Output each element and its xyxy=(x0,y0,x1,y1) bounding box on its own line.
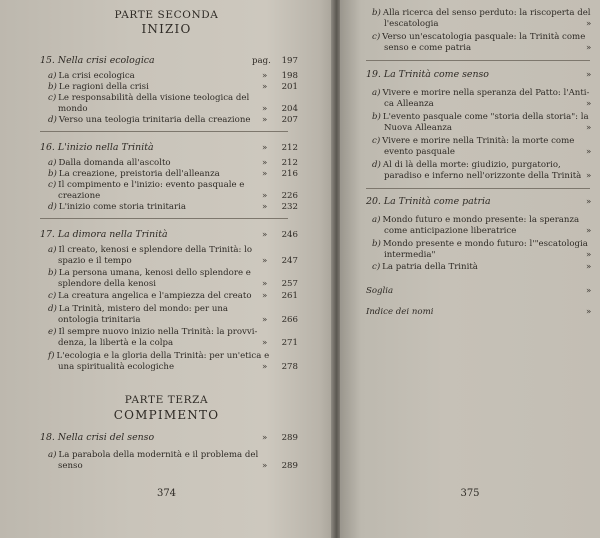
toc-entry: e) Il sempre nuovo inizio nella Trinità: la provvi- xyxy=(48,327,258,337)
dot-mark: » xyxy=(586,147,592,157)
toc-entry: a) La crisi ecologica xyxy=(48,71,135,81)
dot-mark: » xyxy=(586,250,592,260)
dot-mark: » xyxy=(586,43,592,53)
toc-entry-continuation: senso xyxy=(58,461,83,471)
soglia-entry: Soglia xyxy=(366,286,394,296)
toc-entry: a) Il creato, kenosi e splendore della Trinità: lo xyxy=(48,245,253,255)
toc-entry: c) Verso un'escatologia pasquale: la Trinità come xyxy=(372,32,586,42)
dot-mark: » xyxy=(586,19,592,29)
part-three-label: PARTE TERZA xyxy=(124,394,209,406)
toc-entry-continuation: senso e come patria xyxy=(384,43,472,53)
toc-entry: f) L'ecologia e la gloria della Trinità: per un'etica e xyxy=(48,351,270,361)
toc-page-number: 204 xyxy=(281,104,298,114)
toc-entry-continuation: evento pasquale xyxy=(384,147,455,157)
toc-entry: b) La creazione, preistoria dell'alleanza xyxy=(48,169,220,179)
toc-entry-continuation: splendore della kenosi xyxy=(58,279,156,289)
dot-mark: » xyxy=(262,315,268,325)
chapter-17-page: 246 xyxy=(281,230,298,240)
dot-mark: » xyxy=(262,71,268,81)
dot-mark: » xyxy=(262,202,268,212)
toc-entry-continuation: mondo xyxy=(58,104,88,114)
indice-entry: Indice dei nomi xyxy=(366,307,434,317)
section-divider xyxy=(40,218,288,219)
toc-entry-continuation: creazione xyxy=(58,191,101,201)
toc-page-number: 198 xyxy=(281,71,298,81)
toc-page-number: 289 xyxy=(281,461,298,471)
toc-entry: c) La creatura angelica e l'ampiezza del creato xyxy=(48,291,252,301)
toc-entry: d) La Trinità, mistero del mondo: per una xyxy=(48,304,229,314)
toc-page-number: 278 xyxy=(281,362,298,372)
dot-mark: » xyxy=(262,169,268,179)
toc-entry: a) Vivere e morire nella speranza del Patto: l'Anti- xyxy=(372,88,590,98)
chapter-16-page: 212 xyxy=(281,143,298,153)
dot-mark: » xyxy=(586,171,592,181)
toc-entry-continuation: denza, la libertà e la colpa xyxy=(58,338,174,348)
dot-mark: » xyxy=(262,82,268,92)
toc-entry: b) Mondo presente e mondo futuro: l'"escatologia xyxy=(372,239,588,249)
chapter-18-title: 18. Nella crisi del senso xyxy=(40,432,155,443)
dot-mark: » xyxy=(262,461,268,471)
toc-page-number: 207 xyxy=(281,115,298,125)
toc-entry: a) La parabola della modernità e il problema del xyxy=(48,450,259,460)
chapter-16-title: 16. L'inizio nella Trinità xyxy=(40,142,154,153)
toc-entry: a) Mondo futuro e mondo presente: la speranza xyxy=(372,215,580,225)
dot-mark: » xyxy=(586,123,592,133)
toc-entry: c) Vivere e morire nella Trinità: la morte come xyxy=(372,136,575,146)
dot-mark: » xyxy=(262,104,268,114)
chapter-17-title: 17. La dimora nella Trinità xyxy=(40,229,168,240)
toc-entry-continuation: come anticipazione liberatrice xyxy=(384,226,517,236)
toc-entry: c) La patria della Trinità xyxy=(372,262,478,272)
toc-page-number: 201 xyxy=(281,82,298,92)
toc-entry: d) L'inizio come storia trinitaria xyxy=(48,202,186,212)
toc-entry: a) Dalla domanda all'ascolto xyxy=(48,158,171,168)
toc-entry-continuation: paradiso e inferno nell'orizzonte della Trinità xyxy=(384,171,582,181)
dot-mark: » xyxy=(262,362,268,372)
part-three-heading: COMPIMENTO xyxy=(113,408,220,422)
part-two-heading: INIZIO xyxy=(141,22,192,36)
dot-mark: » xyxy=(262,338,268,348)
toc-entry-continuation: l'escatologia xyxy=(384,19,439,29)
dot-mark: » xyxy=(262,158,268,168)
toc-entry: b) Le ragioni della crisi xyxy=(48,82,149,92)
toc-entry-continuation: ontologia trinitaria xyxy=(58,315,141,325)
dot-mark: » xyxy=(262,191,268,201)
toc-page-number: 257 xyxy=(281,279,298,289)
chapter-18-page: 289 xyxy=(281,433,298,443)
toc-entry: d) Verso una teologia trinitaria della creazione xyxy=(48,115,251,125)
toc-entry: c) Il compimento e l'inizio: evento pasquale e xyxy=(48,180,245,190)
part-two-label: PARTE SECONDA xyxy=(114,9,219,21)
dot-mark: » xyxy=(586,262,592,272)
dot-mark: » xyxy=(586,197,592,207)
toc-page-number: 271 xyxy=(281,338,298,348)
section-divider xyxy=(366,188,590,189)
section-divider xyxy=(366,60,590,61)
dot-mark: » xyxy=(262,115,268,125)
toc-page-number: 261 xyxy=(281,291,298,301)
toc-page-number: 212 xyxy=(281,158,298,168)
left-page-number: 374 xyxy=(156,488,177,499)
chapter-15-title: 15. Nella crisi ecologica xyxy=(40,55,155,66)
chapter-15-page: 197 xyxy=(281,56,298,66)
dot-mark: » xyxy=(586,70,592,80)
dot-mark: » xyxy=(262,230,268,240)
dot-mark: » xyxy=(262,433,268,443)
dot-mark: » xyxy=(586,99,592,109)
dot-mark: » xyxy=(262,256,268,266)
toc-page-number: 226 xyxy=(281,191,298,201)
toc-page-number: 216 xyxy=(281,169,298,179)
chapter-19-title: 19. La Trinità come senso xyxy=(366,69,489,80)
chapter-20-title: 20. La Trinità come patria xyxy=(366,196,491,207)
dot-mark: » xyxy=(262,291,268,301)
page-column-label: pag. xyxy=(252,56,271,66)
dot-mark: » xyxy=(262,143,268,153)
toc-page-number: 232 xyxy=(281,202,298,212)
toc-entry-continuation: spazio e il tempo xyxy=(58,256,132,266)
dot-mark: » xyxy=(586,286,592,296)
toc-entry: b) La persona umana, kenosi dello splendore e xyxy=(48,268,251,278)
toc-page-number: 266 xyxy=(281,315,298,325)
toc-entry-continuation: ca Alleanza xyxy=(384,99,434,109)
right-page xyxy=(340,0,600,538)
dot-mark: » xyxy=(262,279,268,289)
toc-entry-continuation: una spiritualità ecologiche xyxy=(58,362,175,372)
dot-mark: » xyxy=(586,307,592,317)
toc-entry: c) Le responsabilità della visione teologica del xyxy=(48,93,250,103)
toc-entry: b) Alla ricerca del senso perduto: la riscoperta del xyxy=(372,8,591,18)
toc-entry: b) L'evento pasquale come "storia della storia": la xyxy=(372,112,589,122)
toc-entry-continuation: Nuova Alleanza xyxy=(384,123,453,133)
dot-mark: » xyxy=(586,226,592,236)
toc-entry: d) Al di là della morte: giudizio, purgatorio, xyxy=(372,160,561,170)
section-divider xyxy=(40,131,288,132)
toc-page-number: 247 xyxy=(281,256,298,266)
right-page-number: 375 xyxy=(460,488,480,499)
toc-entry-continuation: intermedia" xyxy=(384,250,436,260)
